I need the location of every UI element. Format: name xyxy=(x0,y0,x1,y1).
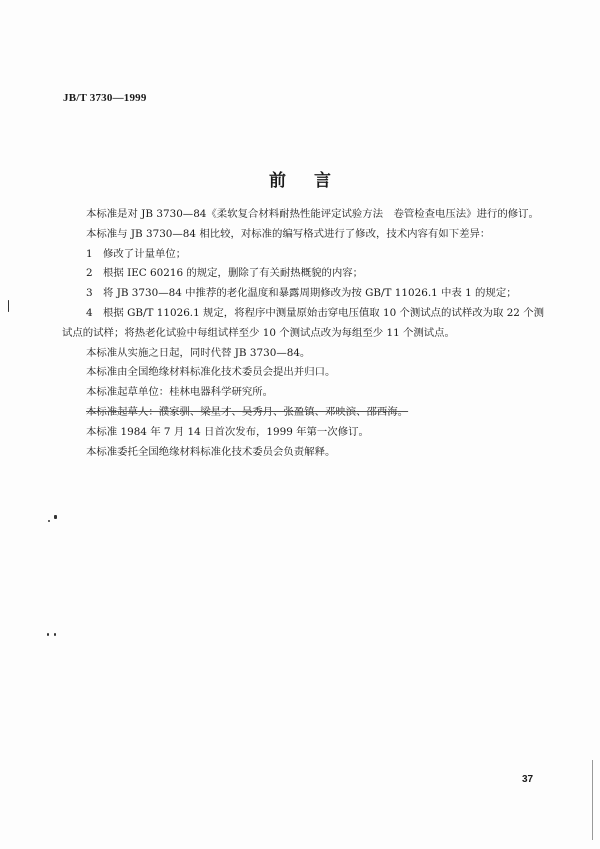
list-item-4: 4 根据 GB/T 11026.1 规定，将程序中测量原始击穿电压值取 10 个测试点的试样改为取 22 个测试点的试样；将热老化试验中每组试样至少 10 个测试点改为每组至少 11 个测试点。 xyxy=(62,306,545,339)
page-title: 前言 xyxy=(269,171,359,191)
scan-speck xyxy=(8,300,9,312)
standard-code: JB/T 3730—1999 xyxy=(63,92,147,104)
paragraph-drafting-unit: 本标准起草单位：桂林电器科学研究所。 xyxy=(86,386,274,399)
page-number: 37 xyxy=(522,774,534,785)
list-item-2: 2 根据 IEC 60216 的规定，删除了有关耐热概貌的内容； xyxy=(86,267,364,280)
paragraph-supersedes: 本标准从实施之日起，同时代替 JB 3730—84。 xyxy=(86,346,311,359)
scan-speck xyxy=(48,520,50,522)
paragraph-proposer: 本标准由全国绝缘材料标准化技术委员会提出并归口。 xyxy=(86,366,336,379)
scan-speck xyxy=(54,515,57,519)
foreword-body xyxy=(62,205,552,462)
scan-speck xyxy=(47,633,49,636)
paragraph-revision-basis: 本标准是对 JB 3730—84《柔软复合材料耐热性能评定试验方法 卷管检查电压法》进行的修订。 xyxy=(86,208,539,220)
scan-edge xyxy=(592,760,593,840)
paragraph-comparison: 本标准与 JB 3730—84 相比较，对标准的编写格式进行了修改，技术内容有如下差异： xyxy=(86,227,491,240)
list-item-3: 3 将 JB 3730—84 中推荐的老化温度和暴露周期修改为按 GB/T 11026.1 中表 1 的规定； xyxy=(86,287,517,300)
paragraph-interpretation: 本标准委托全国绝缘材料标准化技术委员会负责解释。 xyxy=(86,445,336,458)
paragraph-drafters: 本标准起草人：濮家驯、梁星才、吴秀月、张盈镇、邓映滨、邵西海。 xyxy=(86,405,409,418)
paragraph-issue-history: 本标准 1984 年 7 月 14 日首次发布，1999 年第一次修订。 xyxy=(86,425,369,438)
scan-speck xyxy=(54,633,56,636)
list-item-1: 1 修改了计量单位； xyxy=(86,247,187,260)
